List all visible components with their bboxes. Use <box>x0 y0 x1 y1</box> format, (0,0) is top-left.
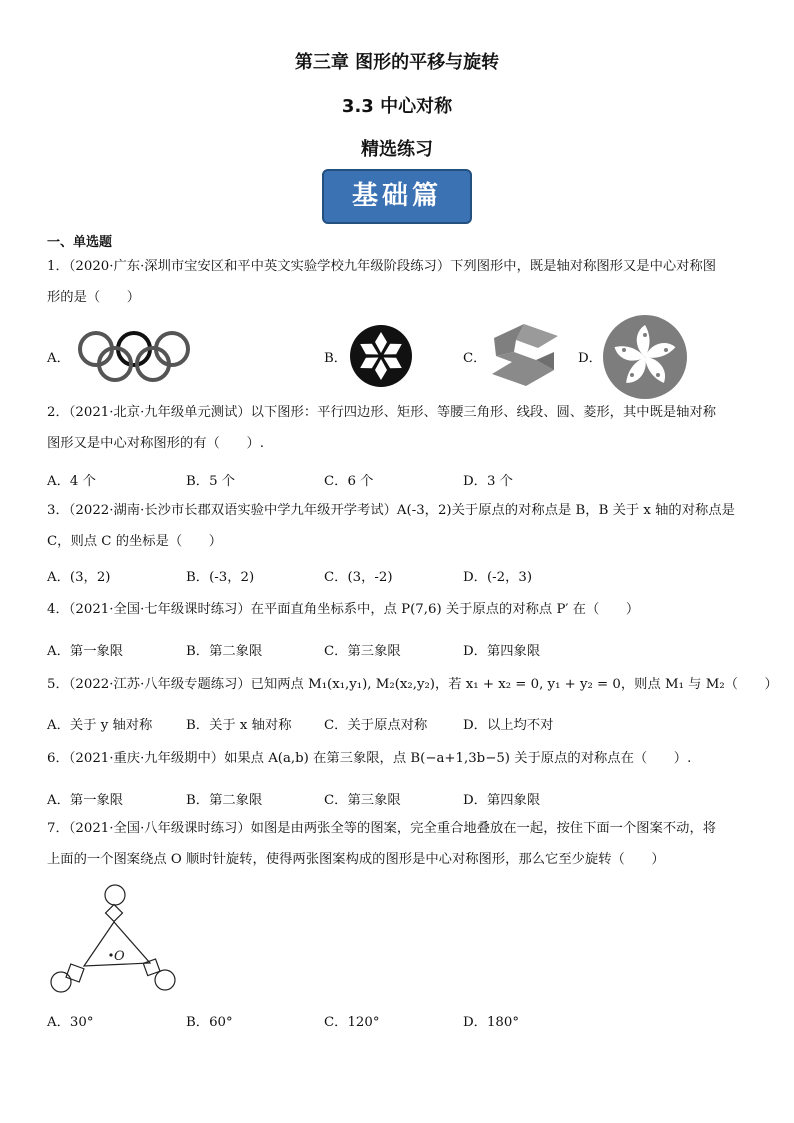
question-1-line2: 形的是（ ） <box>47 290 141 305</box>
triangle-pattern-figure <box>50 884 180 999</box>
q5-option-b: B．关于 x 轴对称 <box>186 718 292 733</box>
q2-option-d: D．3 个 <box>463 474 513 489</box>
q6-option-d: D．第四象限 <box>463 793 541 808</box>
question-2-line1: 2．（2021·北京·九年级单元测试）以下图形：平行四边形、矩形、等腰三角形、线段、圆、菱形，其中既是轴对称 <box>47 405 717 420</box>
q2-option-b: B．5 个 <box>186 474 236 489</box>
q5-option-c: C．关于原点对称 <box>324 718 428 733</box>
q7-option-d: D．180° <box>463 1015 519 1030</box>
q7-option-b: B．60° <box>186 1015 233 1030</box>
point-o-label: O <box>114 949 125 964</box>
level-banner: 基础篇 <box>322 169 472 224</box>
q3-option-c: C．(3，-2) <box>324 570 393 585</box>
question-4-line1: 4．（2021·全国·七年级课时练习）在平面直角坐标系中，点 P(7,6) 关于原点的对称点 P′ 在（ ） <box>47 602 640 617</box>
q3-option-a: A．(3，2) <box>47 570 111 585</box>
q6-option-c: C．第三象限 <box>324 793 401 808</box>
question-7-line2: 上面的一个图案绕点 O 顺时针旋转，使得两张图案构成的图形是中心对称图形，那么它至少旋转（ ） <box>47 852 665 867</box>
section-heading: 一、单选题 <box>47 235 113 250</box>
q6-option-b: B．第二象限 <box>186 793 263 808</box>
question-6-line1: 6．（2021·重庆·九年级期中）如果点 A(a,b) 在第三象限，点 B(−a+1,3b−5) 关于原点的对称点在（ ）. <box>47 751 692 766</box>
lesson-title: 3.3 中心对称 <box>341 96 453 117</box>
question-5-line1: 5．（2022·江苏·八年级专题练习）已知两点 M₁(x₁,y₁), M₂(x₂,y₂)，若 x₁ + x₂ = 0, y₁ + y₂ = 0，则点 M₁ 与 M₂（ ） <box>47 677 778 692</box>
q3-option-d: D．(-2，3) <box>463 570 533 585</box>
s-logo-figure <box>490 322 560 388</box>
q6-option-a: A．第一象限 <box>47 793 124 808</box>
question-7-line1: 7．（2021·全国·八年级课时练习）如图是由两张全等的图案，完全重合地叠放在一起，按住下面一个图案不动，将 <box>47 821 717 836</box>
q7-option-a: A．30° <box>47 1015 94 1030</box>
question-1-line1: 1．（2020·广东·深圳市宝安区和平中英文实验学校九年级阶段练习）下列图形中，既是轴对称图形又是中心对称图 <box>47 259 717 274</box>
q4-option-d: D．第四象限 <box>463 644 541 659</box>
q5-option-d: D．以上均不对 <box>463 718 554 733</box>
chapter-title: 第三章 图形的平移与旋转 <box>294 52 500 73</box>
q1-option-c: C． <box>463 351 487 366</box>
question-2-line2: 图形又是中心对称图形的有（ ）. <box>47 436 264 451</box>
q1-option-a: A． <box>47 351 70 366</box>
q2-option-a: A．4 个 <box>47 474 96 489</box>
q2-option-c: C．6 个 <box>324 474 374 489</box>
q1-option-b: B． <box>324 351 348 366</box>
q4-option-c: C．第三象限 <box>324 644 401 659</box>
q5-option-a: A．关于 y 轴对称 <box>47 718 153 733</box>
olympic-rings-figure <box>76 330 192 382</box>
star-emblem-figure <box>348 323 414 389</box>
q4-option-b: B．第二象限 <box>186 644 263 659</box>
question-3-line1: 3．（2022·湖南·长沙市长郡双语实验中学九年级开学考试）A(-3，2)关于原点的对称点是 B，B 关于 x 轴的对称点是 <box>47 503 735 518</box>
q3-option-b: B．(-3，2) <box>186 570 255 585</box>
subtitle: 精选练习 <box>361 139 433 160</box>
q1-option-d: D． <box>578 351 602 366</box>
q4-option-a: A．第一象限 <box>47 644 124 659</box>
bauhinia-flag-figure <box>602 314 688 400</box>
q7-option-c: C．120° <box>324 1015 380 1030</box>
question-3-line2: C，则点 C 的坐标是（ ） <box>47 534 223 549</box>
